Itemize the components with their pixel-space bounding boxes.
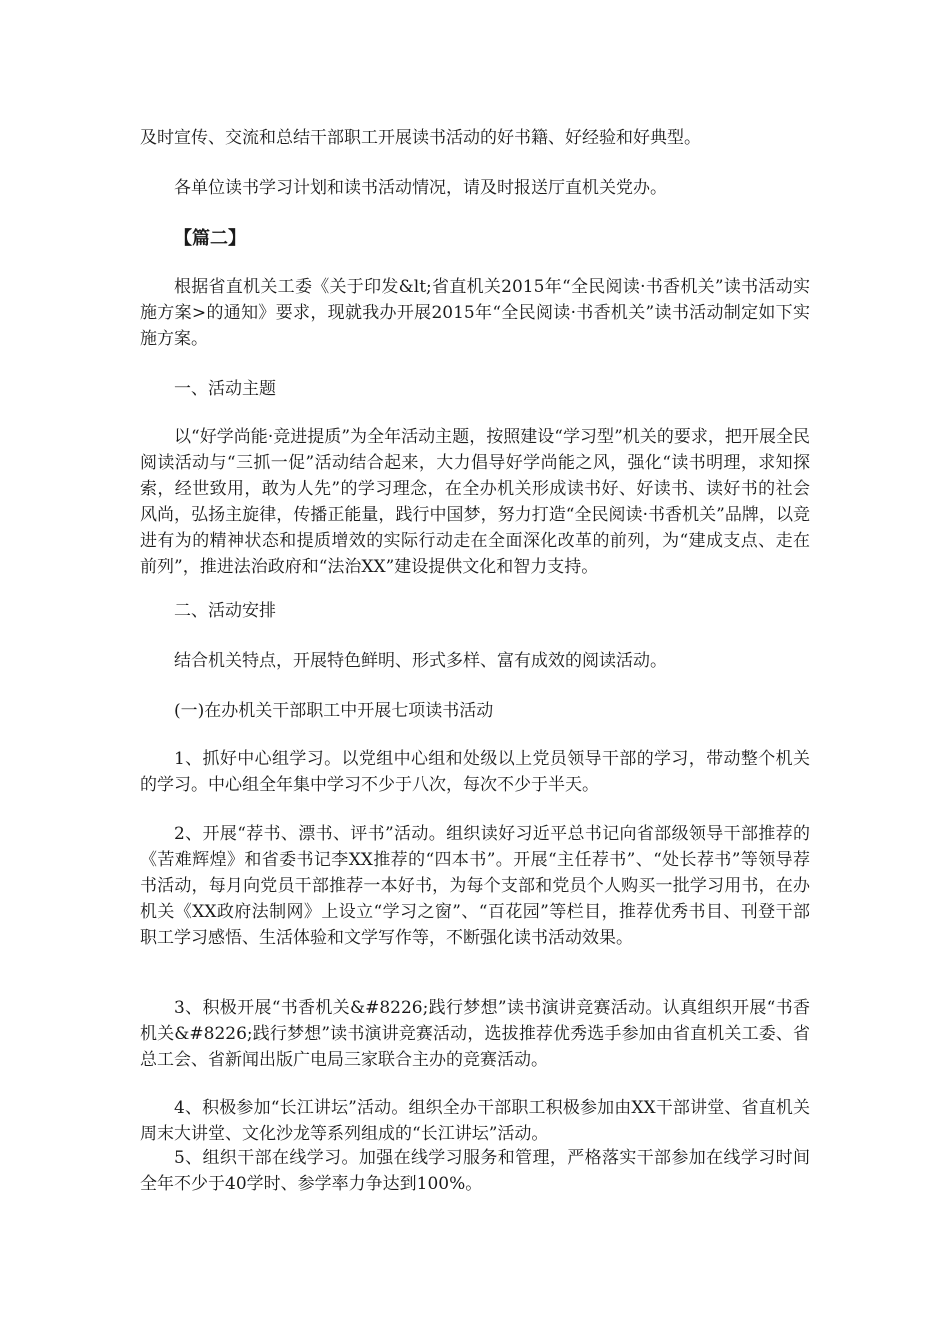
paragraph: 3、积极开展“书香机关&#8226;践行梦想”读书演讲竞赛活动。认真组织开展“书香机关&#8226;践行梦想”读书演讲竞赛活动，选拔推荐优秀选手参加由省直机关工委、省总工会、省新闻出版广电局三家联合主办的竞赛活动。 bbox=[140, 998, 810, 1070]
paragraph: 根据省直机关工委《关于印发&lt;省直机关2015年“全民阅读·书香机关”读书活动实施方案>的通知》要求，现就我办开展2015年“全民阅读·书香机关”读书活动制定如下实施方案。 bbox=[140, 277, 810, 349]
section-title: 【篇二】 bbox=[174, 228, 246, 249]
section-heading: 一、活动主题 bbox=[174, 379, 276, 399]
paragraph: 结合机关特点，开展特色鲜明、形式多样、富有成效的阅读活动。 bbox=[174, 651, 667, 671]
paragraph: 4、积极参加“长江讲坛”活动。组织全办干部职工积极参加由XX干部讲堂、省直机关周末大讲堂、文化沙龙等系列组成的“长江讲坛”活动。 bbox=[140, 1098, 810, 1144]
subsection-heading: (一)在办机关干部职工中开展七项读书活动 bbox=[174, 701, 494, 721]
paragraph: 2、开展“荐书、漂书、评书”活动。组织读好习近平总书记向省部级领导干部推荐的《苦难辉煌》和省委书记李XX推荐的“四本书”。开展“主任荐书”、“处长荐书”等领导荐书活动，每月向党员干部推荐一本好书，为每个支部和党员个人购买一批学习用书，在办机关《XX政府法制网》上设立“学习之窗”、“百花园”等栏目，推荐优秀书目、刊登干部职工学习感悟、生活体验和文学写作等，不断强化读书活动效果。 bbox=[140, 824, 810, 948]
paragraph: 及时宣传、交流和总结干部职工开展读书活动的好书籍、好经验和好典型。 bbox=[140, 128, 701, 148]
section-heading: 二、活动安排 bbox=[174, 601, 276, 621]
paragraph: 5、组织干部在线学习。加强在线学习服务和管理，严格落实干部参加在线学习时间全年不少于40学时、参学率力争达到100%。 bbox=[140, 1148, 810, 1194]
paragraph: 1、抓好中心组学习。以党组中心组和处级以上党员领导干部的学习，带动整个机关的学习。中心组全年集中学习不少于八次，每次不少于半天。 bbox=[140, 749, 810, 795]
paragraph: 以“好学尚能·竞进提质”为全年活动主题，按照建设“学习型”机关的要求，把开展全民阅读活动与“三抓一促”活动结合起来，大力倡导好学尚能之风，强化“读书明理，求知探索，经世致用，敢为人先”的学习理念，在全办机关形成读书好、好读书、读好书的社会风尚，弘扬主旋律，传播正能量，践行中国梦，努力打造“全民阅读·书香机关”品牌，以竞进有为的精神状态和提质增效的实际行动走在全面深化改革的前列，为“建成支点、走在前列”，推进法治政府和“法治XX”建设提供文化和智力支持。 bbox=[140, 427, 810, 577]
paragraph: 各单位读书学习计划和读书活动情况，请及时报送厅直机关党办。 bbox=[174, 178, 667, 198]
